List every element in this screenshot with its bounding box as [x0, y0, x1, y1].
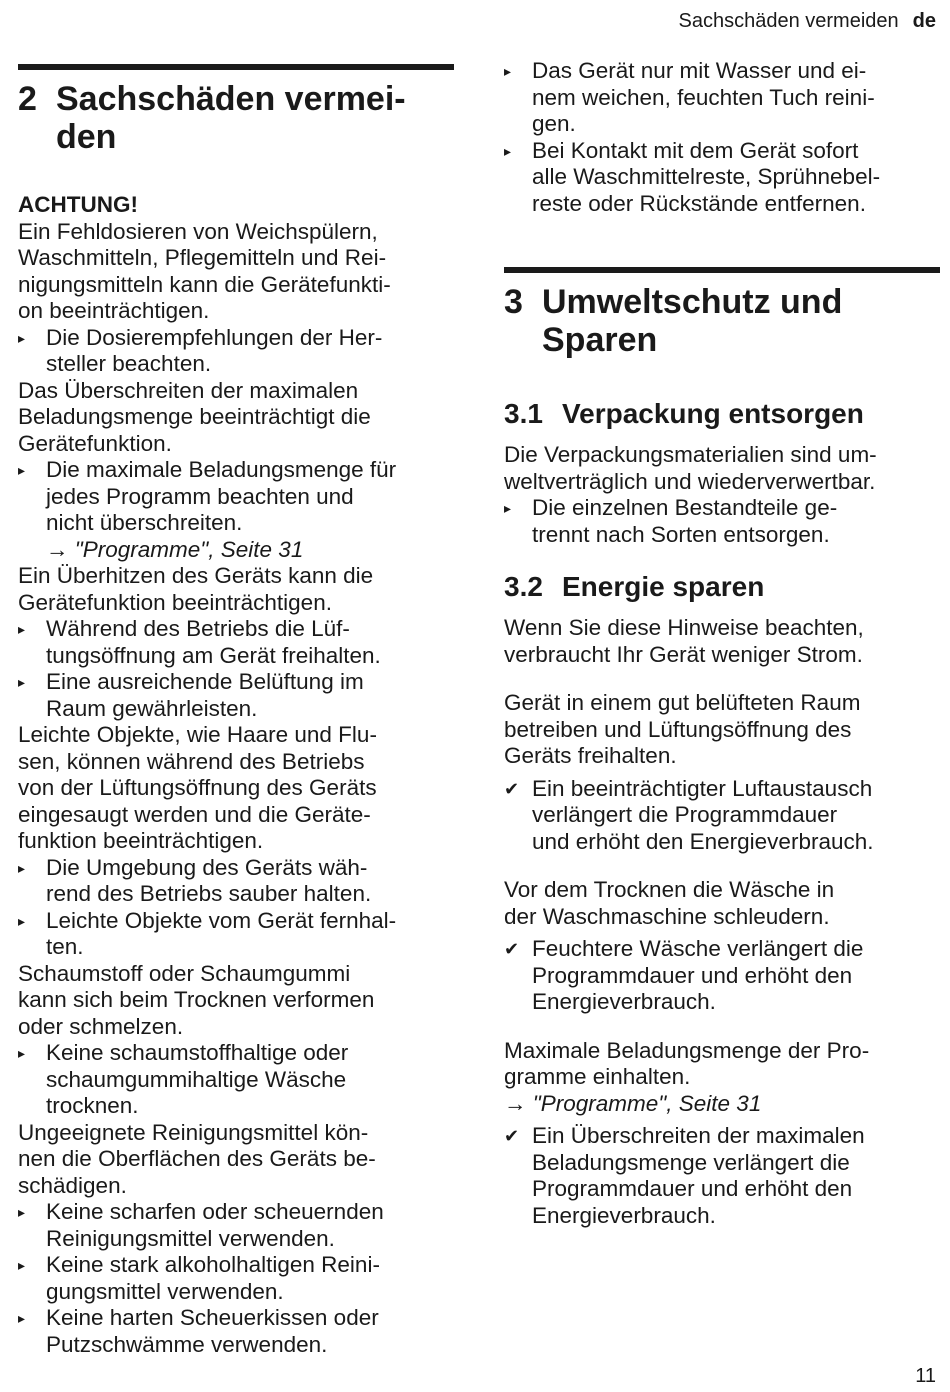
bullet-arrow-icon: ▸	[18, 912, 26, 929]
section-3-heading	[504, 283, 940, 359]
paragraph: Wenn Sie diese Hinweise beachten, verbraucht Ihr Gerät weniger Strom.	[504, 615, 864, 667]
paragraph: Ungeeignete Reinigungsmittel kön- nen die Oberflächen des Geräts be- schädigen.	[18, 1119, 376, 1198]
section-title: Umweltschutz und Sparen	[542, 283, 843, 359]
header-section-title: Sachschäden vermeiden	[678, 10, 899, 32]
list-item: ▸ Keine schaumstoffhaltige oder schaumgummihaltige Wäsche trocknen.	[18, 1040, 349, 1118]
paragraph: Die Verpackungsmaterialien sind um- weltverträglich und wiederverwertbar.	[504, 442, 877, 494]
paragraph: Maximale Beladungsmenge der Pro- gramme einhalten.	[504, 1037, 870, 1089]
paragraph: Leichte Objekte, wie Haare und Flu- sen, können während des Betriebs von der Lüftungsöffnung des Geräts eingesaugt werden und die Geräte- funktion beeinträchtigen.	[18, 722, 377, 853]
list-item: ✔ Ein beeinträchtigter Luftaustausch verlängert die Programmdauer und erhöht den Energieverbrauch.	[504, 775, 874, 854]
subsection-3-1-heading	[504, 397, 940, 431]
paragraph: Vor dem Trocknen die Wäsche in der Waschmaschine schleudern.	[504, 877, 835, 929]
section-number: 3	[504, 283, 523, 321]
left-column	[18, 58, 454, 1358]
list-item: ▸ Die maximale Beladungsmenge für jedes Programm beachten und nicht überschreiten.	[18, 457, 397, 535]
bullet-arrow-icon: ▸	[18, 1257, 26, 1273]
subsection-title: Verpackung entsorgen	[562, 398, 864, 429]
list-item: ▸ Bei Kontakt mit dem Gerät sofort alle Waschmittelreste, Sprühnebel- reste oder Rückstände entfernen.	[504, 137, 881, 216]
page-number: 11	[915, 1365, 936, 1387]
list-item: ▸ Das Gerät nur mit Wasser und ei- nem weichen, feuchten Tuch reini- gen.	[504, 58, 875, 136]
list-item: ▸ Die Dosierempfehlungen der Her- steller beachten.	[18, 324, 383, 376]
bullet-arrow-icon: ▸	[18, 329, 26, 346]
cross-reference-link[interactable]: → "Programme", Seite 31	[504, 1090, 762, 1116]
bullet-arrow-icon: ▸	[18, 1045, 26, 1061]
checkmark-icon: ✔	[504, 778, 520, 799]
arrow-right-icon: →	[46, 536, 69, 562]
section-2-heading	[18, 80, 454, 156]
header-language-code: de	[912, 10, 936, 32]
list-item: ▸ Keine harten Scheuerkissen oder Putzschwämme verwenden.	[18, 1305, 379, 1357]
paragraph: Ein Fehldosieren von Weichspülern, Waschmitteln, Pflegemitteln und Rei- nigungsmitteln kann die Gerätefunkti- on beeinträchtigen.	[18, 218, 391, 323]
paragraph: Schaumstoff oder Schaumgummi kann sich beim Trocknen verformen oder schmelzen.	[18, 960, 375, 1039]
section-title: Sachschäden vermei- den	[56, 80, 406, 156]
list-item: ▸ Keine stark alkoholhaltigen Reini- gungsmittel verwenden.	[18, 1252, 380, 1304]
bullet-arrow-icon: ▸	[18, 859, 26, 876]
list-item: ✔ Ein Überschreiten der maximalen Beladungsmenge verlängert die Programmdauer und erhöht den Energieverbrauch.	[504, 1123, 865, 1228]
bullet-arrow-icon: ▸	[504, 142, 512, 159]
bullet-arrow-icon: ▸	[18, 621, 26, 637]
checkmark-icon: ✔	[504, 939, 520, 959]
right-column	[504, 58, 940, 1229]
list-item: ▸ Leichte Objekte vom Gerät fernhal- ten.	[18, 907, 397, 959]
list-item: ▸ Die einzelnen Bestandteile ge- trennt nach Sorten entsorgen.	[504, 495, 838, 547]
paragraph: Ein Überhitzen des Geräts kann die Gerätefunktion beeinträchtigen.	[18, 563, 374, 615]
paragraph: Das Überschreiten der maximalen Beladungsmenge beeinträchtigt die Gerätefunktion.	[18, 377, 371, 456]
bullet-arrow-icon: ▸	[18, 462, 26, 478]
section-number: 2	[18, 80, 37, 118]
section-rule	[18, 64, 454, 70]
bullet-arrow-icon: ▸	[504, 500, 512, 516]
list-item: ▸ Keine scharfen oder scheuernden Reinigungsmittel verwenden.	[18, 1199, 384, 1251]
arrow-right-icon: →	[504, 1090, 527, 1116]
bullet-arrow-icon: ▸	[18, 1310, 26, 1326]
cross-reference-link[interactable]: → "Programme", Seite 31	[46, 536, 304, 562]
list-item: ✔ Feuchtere Wäsche verlängert die Programmdauer und erhöht den Energieverbrauch.	[504, 936, 864, 1014]
subsection-number: 3.2	[504, 571, 543, 602]
section-rule	[504, 267, 940, 273]
list-item: ▸ Eine ausreichende Belüftung im Raum gewährleisten.	[18, 669, 364, 721]
bullet-arrow-icon: ▸	[18, 674, 26, 690]
paragraph: Gerät in einem gut belüfteten Raum betreiben und Lüftungsöffnung des Geräts freihalten.	[504, 690, 861, 768]
checkmark-icon: ✔	[504, 1126, 520, 1146]
subsection-3-2-heading	[504, 570, 940, 604]
list-item: ▸ Die Umgebung des Geräts wäh- rend des Betriebs sauber halten.	[18, 854, 372, 906]
list-item: ▸ Während des Betriebs die Lüf- tungsöffnung am Gerät freihalten.	[18, 616, 381, 668]
running-header	[679, 8, 936, 34]
warning-label: ACHTUNG!	[18, 192, 138, 217]
subsection-title: Energie sparen	[562, 571, 765, 602]
subsection-number: 3.1	[504, 398, 543, 429]
bullet-arrow-icon: ▸	[504, 63, 512, 79]
bullet-arrow-icon: ▸	[18, 1204, 26, 1220]
